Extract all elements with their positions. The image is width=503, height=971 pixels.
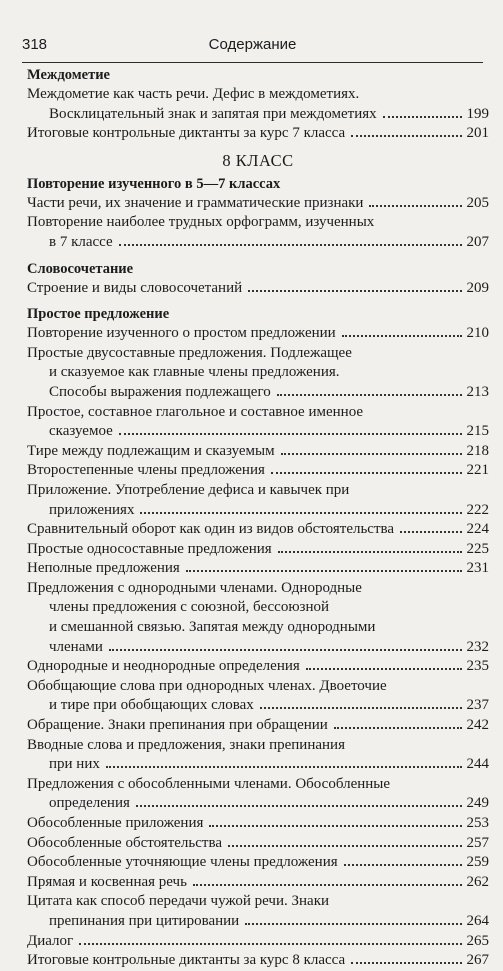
entry-last-line: [27, 559, 489, 579]
entry-text-line: Строение и виды словосочетаний: [27, 279, 243, 296]
entry-text-line: Однородные и неоднородные определения: [27, 658, 300, 675]
dot-leader: [106, 766, 462, 768]
entry-text-line: Предложения с обособленными членами. Обособленные: [27, 775, 391, 792]
entry-last-line: [27, 755, 489, 775]
toc-entry: [27, 873, 489, 893]
entry-text-line: и тире при обобщающих словах: [49, 697, 254, 714]
dot-leader: [140, 512, 461, 514]
toc-entry: [27, 461, 489, 481]
dot-leader: [351, 962, 461, 964]
entry-text-line: приложениях: [49, 501, 135, 518]
entry-text-line: Обособленные уточняющие члены предложения: [27, 854, 338, 871]
dot-leader: [193, 884, 462, 886]
entry-text-line: Предложения с однородными членами. Однородные: [27, 579, 362, 596]
entry-page-number: 237: [466, 697, 489, 714]
dot-leader: [369, 205, 461, 207]
entry-text-line: Итоговые контрольные диктанты за курс 8 класса: [27, 952, 346, 969]
toc-entry: [27, 324, 489, 344]
entry-last-line: [27, 194, 489, 214]
entry-page-number: 262: [466, 873, 489, 890]
dot-leader: [344, 864, 462, 866]
entry-page-number: 267: [466, 952, 489, 969]
entry-text-line: определения: [49, 795, 130, 812]
entry-last-line: [27, 814, 489, 834]
running-title: Содержание: [208, 36, 297, 53]
entry-page-number: 257: [466, 834, 489, 851]
entry-text-line: Способы выражения подлежащего: [49, 383, 271, 400]
entry-last-line: [27, 932, 489, 952]
page-number: 318: [22, 36, 48, 53]
entry-text-line: Простые двусоставные предложения. Подлежащее: [27, 344, 352, 361]
entry-last-line: [27, 324, 489, 344]
entry-text-line: сказуемое: [49, 423, 113, 440]
entry-text-line: Простое, составное глагольное и составное именное: [27, 403, 364, 420]
toc-entry: [27, 85, 489, 124]
entry-page-number: 199: [466, 105, 489, 122]
toc-entry: [27, 559, 489, 579]
toc-entry: [27, 579, 489, 657]
entry-page-number: 221: [466, 462, 489, 479]
entry-last-line: [27, 105, 489, 125]
entry-page-number: 222: [466, 501, 489, 518]
toc-entry: [27, 677, 489, 716]
entry-last-line: [27, 951, 489, 971]
entry-text-line: Неполные предложения: [27, 560, 180, 577]
entry-page-number: 265: [466, 932, 489, 949]
entry-text-line: Тире между подлежащим и сказуемым: [27, 442, 275, 459]
entry-last-line: [27, 853, 489, 873]
table-of-contents: [27, 66, 489, 971]
dot-leader: [271, 472, 462, 474]
entry-text-line: Прямая и косвенная речь: [27, 873, 187, 890]
entry-last-line: [27, 696, 489, 716]
dot-leader: [306, 668, 462, 670]
toc-entry: [27, 540, 489, 560]
toc-entry: [27, 814, 489, 834]
entry-last-line: [27, 638, 489, 658]
section-title: Простое предложение: [27, 306, 170, 323]
dot-leader: [228, 845, 462, 847]
entry-page-number: 259: [466, 854, 489, 871]
toc-entry: [27, 213, 489, 252]
dot-leader: [79, 943, 461, 945]
toc-entry: [27, 834, 489, 854]
entry-text-line: Итоговые контрольные диктанты за курс 7 класса: [27, 125, 346, 142]
toc-entry: [27, 279, 489, 299]
toc-entry: [27, 403, 489, 442]
entry-text-line: препинания при цитировании: [49, 912, 240, 929]
entry-page-number: 215: [466, 423, 489, 440]
dot-leader: [278, 551, 462, 553]
toc-entry: [27, 853, 489, 873]
toc-entry: [27, 194, 489, 214]
entry-last-line: [27, 716, 489, 736]
entry-text-line: при них: [49, 756, 100, 773]
entry-text-line: Обособленные приложения: [27, 815, 204, 831]
entry-page-number: 207: [466, 233, 489, 250]
entry-page-number: 201: [466, 125, 489, 142]
toc-entry: [27, 520, 489, 540]
entry-text-line: Обращение. Знаки препинания при обращении: [27, 717, 328, 734]
entry-text-line: Повторение наиболее трудных орфограмм, изученных: [27, 214, 375, 231]
entry-last-line: [27, 873, 489, 893]
toc-entry: [27, 442, 489, 462]
entry-page-number: 264: [466, 912, 489, 929]
entry-page-number: 205: [466, 194, 489, 211]
dot-leader: [281, 453, 462, 455]
entry-last-line: [27, 422, 489, 442]
toc-entry: [27, 657, 489, 677]
class-heading: 8 КЛАСС: [222, 150, 294, 170]
entry-text-line: Междометие как часть речи. Дефис в междометиях.: [27, 86, 360, 102]
entry-text-line: Обобщающие слова при однородных членах. Двоеточие: [27, 677, 387, 694]
dot-leader: [260, 707, 462, 709]
toc-entry: [27, 951, 489, 971]
entry-page-number: 232: [466, 638, 489, 655]
dot-leader: [119, 244, 462, 246]
entry-text-line: Части речи, их значение и грамматические признаки: [27, 194, 364, 211]
entry-page-number: 249: [466, 795, 489, 812]
toc-entry: [27, 344, 489, 403]
section-title: Повторение изученного в 5—7 классах: [27, 175, 281, 192]
dot-leader: [186, 570, 462, 572]
entry-last-line: [27, 461, 489, 481]
dot-leader: [334, 727, 462, 729]
dot-leader: [119, 433, 462, 435]
entry-page-number: 224: [466, 521, 489, 538]
dot-leader: [248, 290, 461, 292]
entry-text-line: членами: [49, 638, 103, 655]
dot-leader: [109, 649, 462, 651]
entry-text-line: в 7 классе: [49, 233, 113, 250]
dot-leader: [342, 335, 462, 337]
dot-leader: [277, 394, 462, 396]
entry-text-line: Второстепенные члены предложения: [27, 462, 265, 479]
toc-entry: [27, 716, 489, 736]
entry-text-line: и смешанной связью. Запятая между однородными: [49, 619, 376, 636]
entry-last-line: [27, 540, 489, 560]
entry-text-line: Обособленные обстоятельства: [27, 834, 222, 851]
dot-leader: [383, 116, 462, 118]
entry-text-line: и сказуемое как главные члены предложения.: [49, 364, 340, 381]
entry-page-number: 209: [466, 279, 489, 296]
toc-entry: [27, 932, 489, 952]
entry-text-line: Диалог: [27, 932, 74, 949]
dot-leader: [351, 135, 461, 137]
entry-page-number: 253: [466, 815, 489, 831]
entry-last-line: [27, 520, 489, 540]
dot-leader: [136, 805, 462, 807]
dot-leader: [209, 825, 461, 827]
entry-page-number: 242: [466, 717, 489, 734]
entry-text-line: Приложение. Употребление дефиса и кавычек при: [27, 481, 350, 498]
entry-last-line: [27, 912, 489, 932]
entry-last-line: [27, 501, 489, 521]
entry-text-line: Повторение изученного о простом предложении: [27, 325, 336, 342]
entry-last-line: [27, 383, 489, 403]
dot-leader: [245, 923, 461, 925]
section-title: Словосочетание: [27, 260, 134, 277]
entry-page-number: 213: [466, 383, 489, 400]
entry-last-line: [27, 794, 489, 814]
toc-entry: [27, 775, 489, 814]
toc-entry: [27, 481, 489, 520]
page-header: [22, 36, 483, 63]
entry-page-number: 231: [466, 560, 489, 577]
entry-last-line: [27, 124, 489, 144]
toc-entry: [27, 736, 489, 775]
entry-page-number: 225: [466, 540, 489, 557]
entry-text-line: члены предложения с союзной, бессоюзной: [49, 599, 330, 616]
entry-last-line: [27, 657, 489, 677]
toc-entry: [27, 124, 489, 144]
entry-text-line: Вводные слова и предложения, знаки препинания: [27, 736, 345, 753]
entry-page-number: 244: [466, 756, 489, 773]
entry-last-line: [27, 279, 489, 299]
toc-entry: [27, 892, 489, 931]
entry-page-number: 235: [466, 658, 489, 675]
entry-last-line: [27, 442, 489, 462]
entry-page-number: 210: [466, 325, 489, 342]
entry-text-line: Простые односоставные предложения: [27, 540, 272, 557]
entry-text-line: Цитата как способ передачи чужой речи. Знаки: [27, 893, 330, 910]
entry-last-line: [27, 233, 489, 253]
entry-text-line: Сравнительный оборот как один из видов обстоятельства: [27, 521, 395, 538]
section-title: Междометие: [27, 67, 110, 83]
entry-text-line: Восклицательный знак и запятая при междометиях: [49, 105, 377, 122]
dot-leader: [400, 531, 461, 533]
entry-page-number: 218: [466, 442, 489, 459]
entry-last-line: [27, 834, 489, 854]
